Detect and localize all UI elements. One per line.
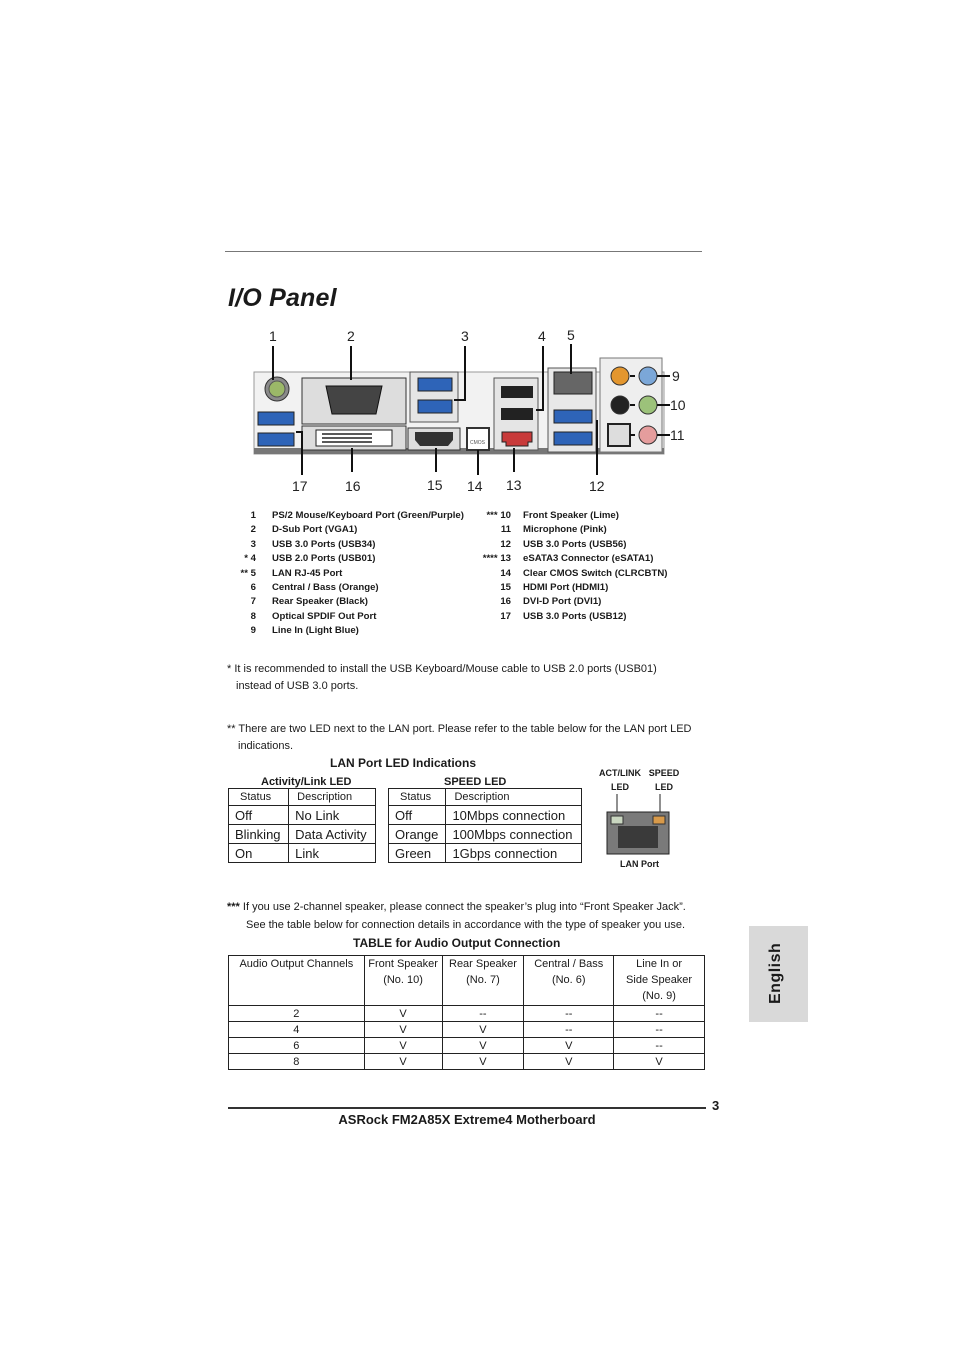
legend-right-item-text: Microphone (Pink) bbox=[523, 524, 607, 536]
lan-port-figure bbox=[590, 766, 700, 876]
speed-led-label: SPEED LED bbox=[648, 768, 680, 792]
audio-header-cell bbox=[524, 956, 614, 1006]
audio-row bbox=[229, 1038, 705, 1054]
audio-header-line: (No. 6) bbox=[551, 974, 586, 986]
legend bbox=[236, 510, 706, 640]
lan-note bbox=[227, 721, 692, 755]
audio-header-cell bbox=[442, 956, 524, 1006]
audio-header-line: Rear Speaker bbox=[449, 958, 517, 970]
legend-left-item-text: LAN RJ-45 Port bbox=[272, 567, 343, 579]
activity-led-cell: Off bbox=[229, 806, 289, 825]
legend-left-item-text: Optical SPDIF Out Port bbox=[272, 610, 377, 622]
speed-led-title: SPEED LED bbox=[444, 776, 507, 788]
audio-cell: -- bbox=[442, 1006, 524, 1022]
bottom-rule bbox=[228, 1107, 706, 1109]
page-number: 3 bbox=[712, 1098, 720, 1113]
lan-port-drawing bbox=[604, 790, 674, 860]
act-link-led-label: ACT/LINK LED bbox=[599, 768, 641, 792]
audio-header-cell bbox=[614, 956, 705, 1006]
speed-led-row bbox=[389, 844, 582, 863]
audio-cell: V bbox=[442, 1022, 524, 1038]
callout-11: 11 bbox=[670, 427, 685, 443]
io-panel-diagram bbox=[240, 320, 700, 500]
usb3-port-17a bbox=[258, 412, 294, 425]
top-rule bbox=[225, 251, 702, 252]
audio-cell: V bbox=[524, 1038, 614, 1054]
audio-cell: V bbox=[442, 1038, 524, 1054]
audio-cell: -- bbox=[614, 1006, 705, 1022]
vga-port bbox=[326, 386, 382, 414]
usb3-port-12a bbox=[554, 410, 592, 423]
audio-cell: -- bbox=[614, 1038, 705, 1054]
legend-right-item-number: **** 13 bbox=[482, 553, 511, 565]
legend-right-item-number: 15 bbox=[500, 582, 511, 593]
legend-right-item-number: *** 10 bbox=[486, 510, 511, 521]
speaker-note-line1: If you use 2-channel speaker, please connect the speaker’s plug into “Front Speaker Jack”. bbox=[239, 901, 686, 913]
audio-header-row bbox=[229, 956, 705, 1006]
hdmi-port bbox=[415, 432, 453, 446]
audio-cell: V bbox=[364, 1054, 442, 1070]
legend-right-item-number: 16 bbox=[500, 596, 511, 608]
callout-3: 3 bbox=[461, 328, 469, 344]
legend-right-item-text: Clear CMOS Switch (CLRCBTN) bbox=[523, 567, 668, 579]
speed-led-row bbox=[389, 806, 582, 825]
audio-jack-6 bbox=[611, 367, 629, 385]
legend-left-item-number: 1 bbox=[250, 510, 256, 521]
audio-cell: 8 bbox=[229, 1054, 365, 1070]
legend-left-item-number: 7 bbox=[250, 596, 256, 608]
legend-right-item-text: DVI-D Port (DVI1) bbox=[523, 596, 602, 608]
lan-note-line1: ** There are two LED next to the LAN port. Please refer to the table below for the LAN port LED bbox=[227, 723, 692, 735]
legend-left-item-text: PS/2 Mouse/Keyboard Port (Green/Purple) bbox=[272, 510, 464, 521]
audio-jack-7 bbox=[611, 396, 629, 414]
audio-cell: -- bbox=[614, 1022, 705, 1038]
legend-right-item-number: 14 bbox=[500, 567, 511, 579]
legend-left-item-number: 2 bbox=[250, 524, 256, 536]
usb2-port-b bbox=[501, 408, 533, 420]
activity-led-title: Activity/Link LED bbox=[261, 776, 352, 788]
callout-2: 2 bbox=[347, 328, 355, 344]
speed-led-cell: Green bbox=[389, 844, 446, 863]
esata-port bbox=[502, 432, 532, 446]
audio-table-title: TABLE for Audio Output Connection bbox=[353, 936, 561, 950]
legend-left-item-number: 3 bbox=[250, 538, 256, 550]
audio-header-line: Side Speaker bbox=[626, 974, 693, 986]
callout-17: 17 bbox=[292, 478, 308, 494]
callout-4: 4 bbox=[538, 328, 546, 344]
audio-cell: 2 bbox=[229, 1006, 365, 1022]
page-title: I/O Panel bbox=[228, 284, 337, 312]
audio-jack-9 bbox=[639, 367, 657, 385]
audio-header-line: (No. 9) bbox=[642, 990, 676, 1002]
clear-cmos-switch bbox=[467, 428, 489, 450]
speed-led-cell: Orange bbox=[389, 825, 446, 844]
legend-right-item-text: USB 3.0 Ports (USB12) bbox=[523, 610, 627, 622]
spdif-port bbox=[608, 424, 630, 446]
speed-led-row bbox=[389, 825, 582, 844]
legend-right-item-number: 12 bbox=[500, 538, 511, 550]
audio-header-line: (No. 7) bbox=[466, 974, 500, 986]
callout-13: 13 bbox=[506, 477, 522, 493]
legend-left-item-number: 8 bbox=[250, 610, 256, 622]
audio-row bbox=[229, 1022, 705, 1038]
callout-14: 14 bbox=[467, 478, 483, 494]
audio-jack-11 bbox=[639, 426, 657, 444]
usb3-port-3a bbox=[418, 378, 452, 391]
lan-note-line2: indications. bbox=[238, 740, 294, 752]
lan-port-caption: LAN Port bbox=[620, 859, 659, 869]
audio-cell: 6 bbox=[229, 1038, 365, 1054]
cmos-label: CMOS bbox=[470, 440, 485, 446]
legend-left-item-number: ** 5 bbox=[240, 567, 256, 579]
speed-led-header-cell: Description bbox=[446, 789, 582, 806]
usb2-port-a bbox=[501, 386, 533, 398]
ps2-port-inner bbox=[269, 381, 285, 397]
audio-header-line: (No. 10) bbox=[383, 974, 423, 986]
audio-cell: V bbox=[364, 1006, 442, 1022]
callout-12: 12 bbox=[589, 478, 605, 494]
speed-led-table bbox=[388, 788, 582, 863]
activity-led-cell: Blinking bbox=[229, 825, 289, 844]
activity-led-cell: On bbox=[229, 844, 289, 863]
activity-led-table bbox=[228, 788, 376, 863]
speaker-note bbox=[227, 899, 717, 934]
speed-led-cell: 10Mbps connection bbox=[446, 806, 582, 825]
audio-header-line: Line In or bbox=[636, 958, 683, 970]
activity-led-cell: Data Activity bbox=[289, 825, 376, 844]
legend-left-item-text: Rear Speaker (Black) bbox=[272, 596, 368, 608]
legend-left-item-text: Line In (Light Blue) bbox=[272, 625, 359, 637]
audio-cell: V bbox=[442, 1054, 524, 1070]
legend-right-item-text: Front Speaker (Lime) bbox=[523, 510, 619, 521]
activity-led-row bbox=[229, 825, 376, 844]
language-tab-label: English bbox=[767, 942, 784, 1004]
page-footer: ASRock FM2A85X Extreme4 Motherboard bbox=[338, 1112, 596, 1127]
callout-1: 1 bbox=[269, 328, 277, 344]
audio-row bbox=[229, 1054, 705, 1070]
audio-header-line: Central / Bass bbox=[534, 958, 604, 970]
legend-left-item-text: D-Sub Port (VGA1) bbox=[272, 524, 358, 536]
activity-led-header-cell: Description bbox=[289, 789, 376, 806]
usb3-port-12b bbox=[554, 432, 592, 445]
callout-5: 5 bbox=[567, 327, 575, 343]
audio-cell: V bbox=[364, 1022, 442, 1038]
legend-left-item-text: USB 2.0 Ports (USB01) bbox=[272, 553, 376, 565]
activity-led-header-row bbox=[229, 789, 376, 806]
legend-left-item-text: Central / Bass (Orange) bbox=[272, 582, 379, 593]
legend-right-item-text: eSATA3 Connector (eSATA1) bbox=[523, 553, 654, 565]
speed-led-cell: 100Mbps connection bbox=[446, 825, 582, 844]
audio-header-line: Audio Output Channels bbox=[239, 958, 354, 970]
activity-led-row bbox=[229, 806, 376, 825]
audio-cell: -- bbox=[524, 1006, 614, 1022]
speaker-note-mark: *** bbox=[227, 901, 240, 913]
audio-cell: V bbox=[614, 1054, 705, 1070]
audio-cell: V bbox=[364, 1038, 442, 1054]
callout-16: 16 bbox=[345, 478, 361, 494]
speed-led-header-cell: Status bbox=[389, 789, 446, 806]
lan-led-heading: LAN Port LED Indications bbox=[330, 756, 477, 770]
audio-cell: V bbox=[524, 1054, 614, 1070]
speaker-note-line2: See the table below for connection details in accordance with the type of speaker you use. bbox=[246, 919, 686, 931]
legend-left-item-number: 6 bbox=[250, 582, 256, 593]
callout-15: 15 bbox=[427, 477, 443, 493]
audio-cell: -- bbox=[524, 1022, 614, 1038]
usb-note bbox=[227, 661, 657, 695]
speed-led-header-row bbox=[389, 789, 582, 806]
speed-led-cell: 1Gbps connection bbox=[446, 844, 582, 863]
audio-row bbox=[229, 1006, 705, 1022]
language-tab bbox=[749, 926, 808, 1022]
activity-led-header-cell: Status bbox=[229, 789, 289, 806]
usb3-port-3b bbox=[418, 400, 452, 413]
legend-right-item-number: 17 bbox=[500, 610, 511, 622]
callout-9: 9 bbox=[672, 368, 680, 384]
activity-led-cell: No Link bbox=[289, 806, 376, 825]
activity-led-cell: Link bbox=[289, 844, 376, 863]
usb-note-line2: instead of USB 3.0 ports. bbox=[236, 680, 359, 692]
audio-cell: 4 bbox=[229, 1022, 365, 1038]
audio-header-cell bbox=[364, 956, 442, 1006]
legend-left-item-text: USB 3.0 Ports (USB34) bbox=[272, 538, 376, 550]
speed-led-cell: Off bbox=[389, 806, 446, 825]
audio-header-line: Front Speaker bbox=[368, 958, 438, 970]
legend-right-item-text: HDMI Port (HDMI1) bbox=[523, 582, 609, 593]
callout-10: 10 bbox=[670, 397, 686, 413]
legend-right-item-number: 11 bbox=[500, 524, 511, 536]
audio-output-table bbox=[228, 955, 705, 1070]
audio-jack-10 bbox=[639, 396, 657, 414]
legend-left-item-number: 9 bbox=[250, 625, 256, 637]
activity-led-row bbox=[229, 844, 376, 863]
legend-left-item-number: * 4 bbox=[244, 553, 256, 565]
lan-port bbox=[554, 372, 592, 394]
usb-note-line1: * It is recommended to install the USB Keyboard/Mouse cable to USB 2.0 ports (USB01) bbox=[227, 663, 657, 675]
usb3-port-17b bbox=[258, 433, 294, 446]
audio-header-cell bbox=[229, 956, 365, 1006]
legend-right-item-text: USB 3.0 Ports (USB56) bbox=[523, 538, 627, 550]
